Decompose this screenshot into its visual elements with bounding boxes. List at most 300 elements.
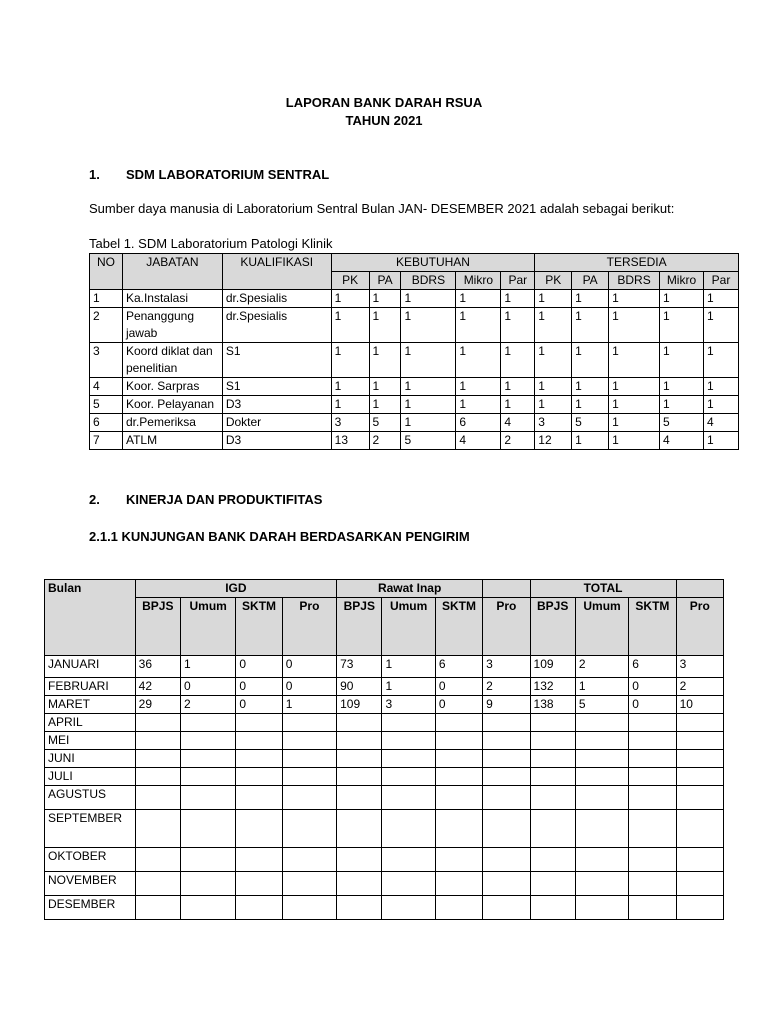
value-cell	[483, 732, 530, 750]
value-cell: 90	[337, 678, 382, 696]
value-cell: 1	[401, 378, 456, 396]
value-cell: 5	[369, 414, 401, 432]
subheader-pk: PK	[535, 272, 572, 290]
row-number: 5	[90, 396, 123, 414]
value-cell: 73	[337, 656, 382, 678]
month-cell: JULI	[45, 768, 136, 786]
value-cell	[337, 848, 382, 872]
subheader-pk: PK	[331, 272, 369, 290]
value-cell: 3	[676, 656, 723, 678]
value-cell: 1	[703, 343, 738, 378]
value-cell: 1	[535, 308, 572, 343]
table-row	[90, 396, 739, 414]
subheader-bpjs: BPJS	[135, 598, 180, 656]
header-kualifikasi: KUALIFIKASI	[222, 254, 331, 290]
value-cell: 4	[703, 414, 738, 432]
report-year: TAHUN 2021	[345, 113, 423, 128]
kualifikasi-cell: S1	[222, 343, 331, 378]
value-cell: 1	[369, 343, 401, 378]
subheader-par: Par	[703, 272, 738, 290]
table-row	[45, 810, 724, 848]
value-cell	[483, 896, 530, 920]
value-cell	[575, 768, 628, 786]
value-cell	[575, 848, 628, 872]
value-cell: 1	[369, 378, 401, 396]
subheader-bdrs: BDRS	[401, 272, 456, 290]
value-cell: 1	[572, 432, 609, 450]
value-cell	[337, 810, 382, 848]
value-cell	[530, 768, 575, 786]
value-cell	[530, 714, 575, 732]
value-cell	[435, 896, 482, 920]
value-cell: 1	[282, 696, 336, 714]
table-row	[45, 848, 724, 872]
value-cell: 4	[660, 432, 704, 450]
value-cell: 5	[660, 414, 704, 432]
value-cell	[676, 872, 723, 896]
value-cell	[382, 848, 435, 872]
value-cell: 1	[575, 678, 628, 696]
value-cell	[236, 786, 282, 810]
value-cell: 1	[609, 290, 660, 308]
jabatan-cell: Koor. Pelayanan	[122, 396, 222, 414]
value-cell	[629, 714, 676, 732]
value-cell: 1	[501, 343, 535, 378]
kualifikasi-cell: dr.Spesialis	[222, 290, 331, 308]
value-cell: 1	[401, 414, 456, 432]
value-cell: 1	[401, 290, 456, 308]
value-cell	[180, 750, 235, 768]
month-cell: MEI	[45, 732, 136, 750]
subheader-umum: Umum	[180, 598, 235, 656]
value-cell	[135, 750, 180, 768]
value-cell	[337, 786, 382, 810]
value-cell: 0	[236, 656, 282, 678]
value-cell	[676, 714, 723, 732]
value-cell	[629, 848, 676, 872]
header-kebutuhan: KEBUTUHAN	[331, 254, 535, 272]
value-cell	[382, 732, 435, 750]
jabatan-cell: dr.Pemeriksa	[122, 414, 222, 432]
table-row	[90, 343, 739, 378]
kualifikasi-cell: Dokter	[222, 414, 331, 432]
value-cell	[180, 872, 235, 896]
value-cell	[575, 732, 628, 750]
value-cell	[382, 896, 435, 920]
value-cell: 1	[501, 396, 535, 414]
value-cell	[575, 750, 628, 768]
value-cell: 0	[629, 678, 676, 696]
value-cell: 1	[609, 396, 660, 414]
value-cell: 1	[660, 343, 704, 378]
value-cell: 3	[331, 414, 369, 432]
value-cell	[483, 786, 530, 810]
value-cell	[236, 714, 282, 732]
value-cell	[337, 732, 382, 750]
value-cell	[282, 810, 336, 848]
section1-heading: SDM LABORATORIUM SENTRAL	[126, 167, 330, 182]
value-cell	[575, 786, 628, 810]
row-number: 4	[90, 378, 123, 396]
value-cell	[236, 872, 282, 896]
value-cell: 1	[382, 656, 435, 678]
value-cell	[676, 848, 723, 872]
table-row	[90, 308, 739, 343]
value-cell: 1	[609, 308, 660, 343]
header-total: TOTAL	[530, 580, 676, 598]
value-cell: 109	[530, 656, 575, 678]
value-cell: 1	[703, 396, 738, 414]
value-cell	[236, 732, 282, 750]
value-cell	[282, 750, 336, 768]
value-cell: 2	[676, 678, 723, 696]
value-cell: 2	[501, 432, 535, 450]
value-cell	[282, 768, 336, 786]
value-cell: 1	[535, 343, 572, 378]
value-cell	[530, 848, 575, 872]
value-cell: 1	[535, 290, 572, 308]
value-cell	[282, 872, 336, 896]
value-cell	[236, 848, 282, 872]
value-cell	[629, 786, 676, 810]
table-row	[90, 290, 739, 308]
value-cell: 1	[331, 290, 369, 308]
value-cell: 1	[331, 343, 369, 378]
value-cell	[435, 732, 482, 750]
value-cell: 0	[435, 678, 482, 696]
month-cell: NOVEMBER	[45, 872, 136, 896]
value-cell	[135, 732, 180, 750]
intro-paragraph: Sumber daya manusia di Laboratorium Sentral Bulan JAN- DESEMBER 2021 adalah sebagai berikut:	[89, 201, 675, 216]
value-cell: 1	[456, 308, 501, 343]
value-cell	[676, 732, 723, 750]
value-cell: 2	[575, 656, 628, 678]
value-cell	[530, 896, 575, 920]
value-cell	[135, 848, 180, 872]
subheader-bdrs: BDRS	[609, 272, 660, 290]
value-cell	[629, 810, 676, 848]
value-cell	[435, 750, 482, 768]
value-cell: 0	[236, 696, 282, 714]
table-row	[45, 714, 724, 732]
table-row	[45, 896, 724, 920]
value-cell: 0	[435, 696, 482, 714]
value-cell: 109	[337, 696, 382, 714]
subheader-pro: Pro	[282, 598, 336, 656]
value-cell: 1	[369, 290, 401, 308]
value-cell: 1	[401, 343, 456, 378]
value-cell: 0	[282, 678, 336, 696]
header-rawat-inap: Rawat Inap	[337, 580, 483, 598]
value-cell	[435, 872, 482, 896]
value-cell	[337, 872, 382, 896]
value-cell: 3	[483, 656, 530, 678]
header-tersedia: TERSEDIA	[535, 254, 739, 272]
value-cell	[236, 768, 282, 786]
value-cell	[530, 750, 575, 768]
value-cell	[676, 750, 723, 768]
value-cell	[435, 786, 482, 810]
jabatan-cell: ATLM	[122, 432, 222, 450]
row-number: 2	[90, 308, 123, 343]
value-cell: 1	[535, 378, 572, 396]
value-cell	[676, 786, 723, 810]
header-igd: IGD	[135, 580, 336, 598]
value-cell	[180, 896, 235, 920]
value-cell	[629, 872, 676, 896]
value-cell	[382, 714, 435, 732]
value-cell	[282, 732, 336, 750]
value-cell: 1	[703, 432, 738, 450]
value-cell: 1	[369, 396, 401, 414]
jabatan-cell: Ka.Instalasi	[122, 290, 222, 308]
value-cell	[282, 848, 336, 872]
value-cell: 4	[501, 414, 535, 432]
value-cell	[483, 750, 530, 768]
value-cell	[282, 714, 336, 732]
value-cell	[337, 714, 382, 732]
table-row	[90, 378, 739, 396]
value-cell	[676, 768, 723, 786]
value-cell	[282, 896, 336, 920]
value-cell	[382, 768, 435, 786]
value-cell	[135, 786, 180, 810]
value-cell: 1	[660, 378, 704, 396]
value-cell: 1	[369, 308, 401, 343]
header-jabatan: JABATAN	[122, 254, 222, 290]
value-cell: 2	[483, 678, 530, 696]
subheader-sktm: SKTM	[629, 598, 676, 656]
subheader-mikro: Mikro	[456, 272, 501, 290]
table-row	[45, 732, 724, 750]
value-cell: 5	[401, 432, 456, 450]
value-cell	[135, 714, 180, 732]
value-cell	[435, 714, 482, 732]
value-cell	[435, 848, 482, 872]
subheader-pro: Pro	[676, 598, 723, 656]
value-cell: 132	[530, 678, 575, 696]
subheader-pro: Pro	[483, 598, 530, 656]
value-cell: 3	[382, 696, 435, 714]
value-cell: 1	[572, 290, 609, 308]
value-cell: 1	[501, 308, 535, 343]
value-cell: 1	[609, 414, 660, 432]
value-cell: 1	[609, 432, 660, 450]
table-row	[90, 414, 739, 432]
value-cell	[135, 768, 180, 786]
value-cell	[236, 810, 282, 848]
row-number: 6	[90, 414, 123, 432]
value-cell	[629, 768, 676, 786]
table-row	[45, 786, 724, 810]
value-cell	[337, 896, 382, 920]
value-cell: 1	[456, 290, 501, 308]
table-row	[45, 656, 724, 678]
kualifikasi-cell: D3	[222, 396, 331, 414]
value-cell	[575, 714, 628, 732]
jabatan-cell: Penanggung jawab	[122, 308, 222, 343]
table-row	[45, 872, 724, 896]
month-cell: JANUARI	[45, 656, 136, 678]
value-cell	[282, 786, 336, 810]
value-cell: 1	[609, 378, 660, 396]
value-cell: 1	[331, 378, 369, 396]
section1-number: 1.	[89, 167, 100, 182]
value-cell: 1	[660, 308, 704, 343]
value-cell	[236, 750, 282, 768]
value-cell: 36	[135, 656, 180, 678]
value-cell: 0	[180, 678, 235, 696]
subheader-bpjs: BPJS	[530, 598, 575, 656]
value-cell	[435, 768, 482, 786]
value-cell: 1	[572, 343, 609, 378]
row-number: 1	[90, 290, 123, 308]
value-cell: 13	[331, 432, 369, 450]
value-cell	[530, 810, 575, 848]
value-cell: 1	[401, 396, 456, 414]
month-cell: AGUSTUS	[45, 786, 136, 810]
value-cell: 1	[572, 308, 609, 343]
value-cell: 42	[135, 678, 180, 696]
value-cell: 6	[629, 656, 676, 678]
value-cell	[629, 750, 676, 768]
value-cell: 1	[401, 308, 456, 343]
value-cell: 12	[535, 432, 572, 450]
subheader-mikro: Mikro	[660, 272, 704, 290]
value-cell: 1	[572, 396, 609, 414]
subheader-sktm: SKTM	[236, 598, 282, 656]
value-cell	[575, 810, 628, 848]
subheader-sktm: SKTM	[435, 598, 482, 656]
value-cell: 2	[180, 696, 235, 714]
value-cell: 5	[575, 696, 628, 714]
value-cell	[629, 732, 676, 750]
value-cell: 9	[483, 696, 530, 714]
value-cell: 1	[660, 396, 704, 414]
kunjungan-table	[44, 579, 724, 920]
subheader-par: Par	[501, 272, 535, 290]
value-cell	[435, 810, 482, 848]
month-cell: JUNI	[45, 750, 136, 768]
value-cell: 1	[609, 343, 660, 378]
value-cell: 6	[435, 656, 482, 678]
value-cell: 1	[501, 290, 535, 308]
month-cell: MARET	[45, 696, 136, 714]
header-no: NO	[90, 254, 123, 290]
value-cell	[483, 872, 530, 896]
value-cell	[676, 896, 723, 920]
value-cell	[530, 732, 575, 750]
kualifikasi-cell: D3	[222, 432, 331, 450]
subheader-umum: Umum	[575, 598, 628, 656]
value-cell: 1	[456, 378, 501, 396]
value-cell: 1	[703, 308, 738, 343]
value-cell	[180, 714, 235, 732]
value-cell	[382, 872, 435, 896]
subheader-umum: Umum	[382, 598, 435, 656]
table-row	[45, 678, 724, 696]
kualifikasi-cell: S1	[222, 378, 331, 396]
jabatan-cell: Koord diklat dan penelitian	[122, 343, 222, 378]
value-cell	[483, 714, 530, 732]
table-row	[45, 750, 724, 768]
value-cell	[483, 768, 530, 786]
value-cell	[382, 810, 435, 848]
section-2-1-1-heading: 2.1.1 KUNJUNGAN BANK DARAH BERDASARKAN PENGIRIM	[89, 529, 470, 544]
jabatan-cell: Koor. Sarpras	[122, 378, 222, 396]
value-cell: 1	[331, 396, 369, 414]
value-cell	[530, 786, 575, 810]
month-cell: SEPTEMBER	[45, 810, 136, 848]
sdm-table	[89, 253, 739, 450]
value-cell: 1	[180, 656, 235, 678]
value-cell	[180, 810, 235, 848]
value-cell	[382, 750, 435, 768]
row-number: 7	[90, 432, 123, 450]
report-title: LAPORAN BANK DARAH RSUA	[285, 95, 483, 110]
value-cell: 1	[501, 378, 535, 396]
table-row	[45, 696, 724, 714]
value-cell: 1	[535, 396, 572, 414]
month-cell: FEBRUARI	[45, 678, 136, 696]
value-cell: 1	[703, 378, 738, 396]
value-cell: 3	[535, 414, 572, 432]
table-row	[45, 768, 724, 786]
value-cell: 1	[703, 290, 738, 308]
value-cell	[135, 896, 180, 920]
table-row	[90, 432, 739, 450]
value-cell: 1	[331, 308, 369, 343]
value-cell: 4	[456, 432, 501, 450]
month-cell: APRIL	[45, 714, 136, 732]
value-cell	[180, 848, 235, 872]
section2-heading: KINERJA DAN PRODUKTIFITAS	[126, 492, 323, 507]
value-cell: 1	[456, 396, 501, 414]
value-cell: 138	[530, 696, 575, 714]
value-cell	[530, 872, 575, 896]
subheader-pa: PA	[572, 272, 609, 290]
value-cell: 1	[456, 343, 501, 378]
value-cell	[337, 768, 382, 786]
value-cell: 1	[660, 290, 704, 308]
value-cell: 0	[236, 678, 282, 696]
value-cell	[135, 810, 180, 848]
value-cell: 0	[629, 696, 676, 714]
subheader-bpjs: BPJS	[337, 598, 382, 656]
month-cell: OKTOBER	[45, 848, 136, 872]
value-cell: 10	[676, 696, 723, 714]
value-cell: 0	[282, 656, 336, 678]
value-cell	[676, 810, 723, 848]
value-cell	[629, 896, 676, 920]
value-cell: 5	[572, 414, 609, 432]
value-cell	[337, 750, 382, 768]
value-cell: 2	[369, 432, 401, 450]
value-cell: 1	[572, 378, 609, 396]
value-cell	[575, 872, 628, 896]
value-cell	[575, 896, 628, 920]
row-number: 3	[90, 343, 123, 378]
kualifikasi-cell: dr.Spesialis	[222, 308, 331, 343]
value-cell	[483, 848, 530, 872]
table1-caption: Tabel 1. SDM Laboratorium Patologi Klinik	[89, 236, 333, 251]
value-cell	[236, 896, 282, 920]
month-cell: DESEMBER	[45, 896, 136, 920]
header-bulan: Bulan	[45, 580, 136, 656]
value-cell	[180, 768, 235, 786]
value-cell	[180, 786, 235, 810]
value-cell: 1	[382, 678, 435, 696]
